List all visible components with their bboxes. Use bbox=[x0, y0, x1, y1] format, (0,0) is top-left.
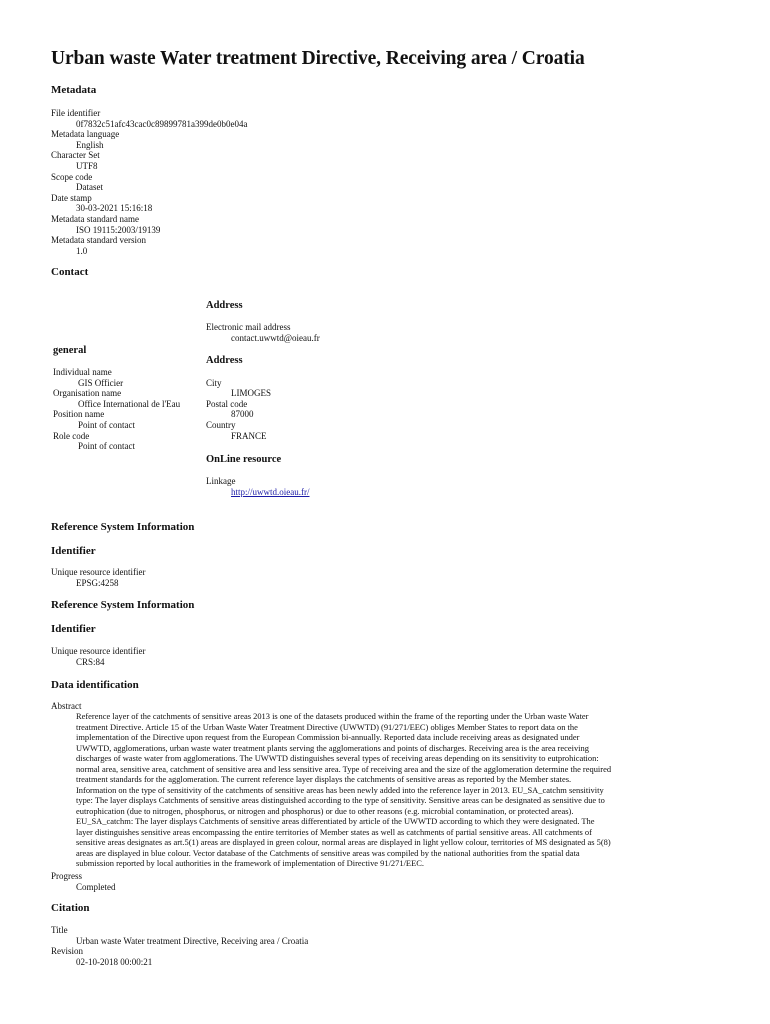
metadata-heading: Metadata bbox=[51, 84, 97, 96]
city-label: City bbox=[206, 377, 222, 388]
organisation-name-value: Office International de l'Eau bbox=[78, 398, 181, 409]
abstract-line: type: The layer displays Catchments of sensitive areas distinguished according to the type of sensitivity. Sensitive areas can be designated as sensitive due to bbox=[76, 795, 605, 805]
individual-name-value: GIS Officier bbox=[78, 377, 124, 388]
standard-version-value: 1.0 bbox=[76, 245, 88, 256]
citation-heading: Citation bbox=[51, 902, 90, 914]
country-label: Country bbox=[206, 420, 236, 430]
metadata-language-value: English bbox=[76, 139, 104, 150]
abstract-line: areas are displayed in blue colour. Vector database of the Catchments of sensitive areas was compiled by the national authorities from the spatial data bbox=[76, 847, 580, 858]
role-code-label: Role code bbox=[53, 430, 90, 441]
postal-code-label: Postal code bbox=[206, 398, 248, 409]
scope-code-value: Dataset bbox=[76, 182, 103, 193]
file-identifier-label: File identifier bbox=[51, 108, 101, 118]
identifier-heading-1: Identifier bbox=[51, 545, 96, 557]
progress-value: Completed bbox=[76, 881, 116, 892]
metadata-language-label: Metadata language bbox=[51, 129, 120, 140]
unique-resource-identifier-label-1: Unique resource identifier bbox=[51, 567, 146, 577]
abstract-line: eutrophication (due to nitrogen, phosphorus, or nitrogen and phosphorus) or due to other reasons (e.g. microbial contamination, or protected areas). bbox=[76, 805, 574, 816]
role-code-value: Point of contact bbox=[78, 441, 135, 452]
abstract-text bbox=[76, 711, 726, 869]
unique-resource-identifier-label-2: Unique resource identifier bbox=[51, 646, 146, 656]
reference-system-heading-2: Reference System Information bbox=[51, 599, 195, 611]
abstract-line: Information on the type of sensitivity of the catchments of sensitive areas has been newly added into the reference layer in 2013. EU_SA_catchm sensitivity bbox=[76, 784, 604, 795]
linkage-link[interactable]: http://uwwtd.oieau.fr/ bbox=[231, 486, 310, 497]
date-stamp-label: Date stamp bbox=[51, 192, 92, 203]
date-stamp-value: 30-03-2021 15:16:18 bbox=[76, 203, 153, 214]
abstract-line: Reference layer of the catchments of sensitive areas 2013 is one of the datasets produced within the frame of the reporting under the Urban waste Water bbox=[76, 711, 589, 721]
general-heading: general bbox=[53, 345, 87, 356]
abstract-line: treatment standards for the agglomeration. The current reference layer displays the catchments of sensitive areas as reported by the Member states. bbox=[76, 774, 572, 784]
file-identifier-value: 0f7832c51afc43cac0c89899781a399de0b0e04a bbox=[76, 118, 248, 129]
city-value: LIMOGES bbox=[231, 388, 271, 399]
abstract-line: treatment Directive. Article 15 of the Urban Waste Water Treatment Directive (UWWTD) (91/271/EEC) obliges Member States to report data on the bbox=[76, 721, 578, 732]
address-heading-2: Address bbox=[206, 355, 243, 366]
citation-title-value: Urban waste Water treatment Directive, Receiving area / Croatia bbox=[76, 935, 309, 946]
abstract-line: normal area, sensitive area, catchment of sensitive area and less sensitive area. Type of receiving area and the size of the agglomeration determine the required bbox=[76, 763, 612, 774]
abstract-line: sensitive areas designates as art.5(1) areas are displayed in green colour, normal areas are displayed in light yellow colour, territories of MS designated as 5(8) bbox=[76, 837, 611, 847]
abstract-line: layer distinguishes sensitive areas encompassing the entire territories of Member states as well as catchments of partial sensitive areas. All catchments of bbox=[76, 826, 592, 837]
abstract-line: implementation of the Directive upon request from the European Commission bi-annually. Reported data include receiving areas as designated under bbox=[76, 732, 580, 742]
standard-version-label: Metadata standard version bbox=[51, 235, 146, 246]
character-set-value: UTF8 bbox=[76, 161, 98, 171]
contact-heading: Contact bbox=[51, 266, 89, 278]
position-name-label: Position name bbox=[53, 409, 105, 420]
revision-value: 02-10-2018 00:00:21 bbox=[76, 956, 153, 967]
page-title: Urban waste Water treatment Directive, Receiving area / Croatia bbox=[51, 48, 585, 69]
organisation-name-label: Organisation name bbox=[53, 388, 122, 399]
identifier-heading-2: Identifier bbox=[51, 623, 96, 635]
data-identification-heading: Data identification bbox=[51, 679, 139, 691]
address-heading-1: Address bbox=[206, 300, 243, 311]
linkage-label: Linkage bbox=[206, 476, 236, 486]
abstract-line: submission reported by local authorities in the framework of implementation of Directive 91/271/EEC. bbox=[76, 858, 424, 868]
progress-label: Progress bbox=[51, 871, 82, 881]
country-value: FRANCE bbox=[231, 430, 267, 441]
abstract-line: EU_SA_catchm: The layer displays Catchments of sensitive areas differentiated by article of the UWWTD according to which they were designated. The bbox=[76, 816, 595, 826]
position-name-value: Point of contact bbox=[78, 420, 135, 430]
individual-name-label: Individual name bbox=[53, 367, 112, 377]
citation-title-label: Title bbox=[51, 925, 68, 935]
online-resource-heading: OnLine resource bbox=[206, 454, 282, 465]
standard-name-value: ISO 19115:2003/19139 bbox=[76, 224, 161, 235]
scope-code-label: Scope code bbox=[51, 171, 93, 182]
revision-label: Revision bbox=[51, 946, 84, 957]
abstract-line: UWWTD, agglomerations, urban waste water treatment plants serving the agglomerations and points of discharges. Receiving area is the area receiving bbox=[76, 742, 589, 753]
standard-name-label: Metadata standard name bbox=[51, 214, 139, 224]
email-label: Electronic mail address bbox=[206, 322, 291, 332]
unique-resource-identifier-value-1: EPSG:4258 bbox=[76, 577, 119, 588]
postal-code-value: 87000 bbox=[231, 409, 254, 420]
email-value: contact.uwwtd@oieau.fr bbox=[231, 332, 320, 343]
reference-system-heading-1: Reference System Information bbox=[51, 521, 195, 533]
unique-resource-identifier-value-2: CRS:84 bbox=[76, 656, 105, 667]
abstract-label: Abstract bbox=[51, 701, 82, 711]
character-set-label: Character Set bbox=[51, 150, 100, 161]
abstract-line: discharges of waste water from agglomerations. The UWWTD distinguishes several types of receiving areas depending on its sensitivity to eutprohication: bbox=[76, 753, 599, 763]
